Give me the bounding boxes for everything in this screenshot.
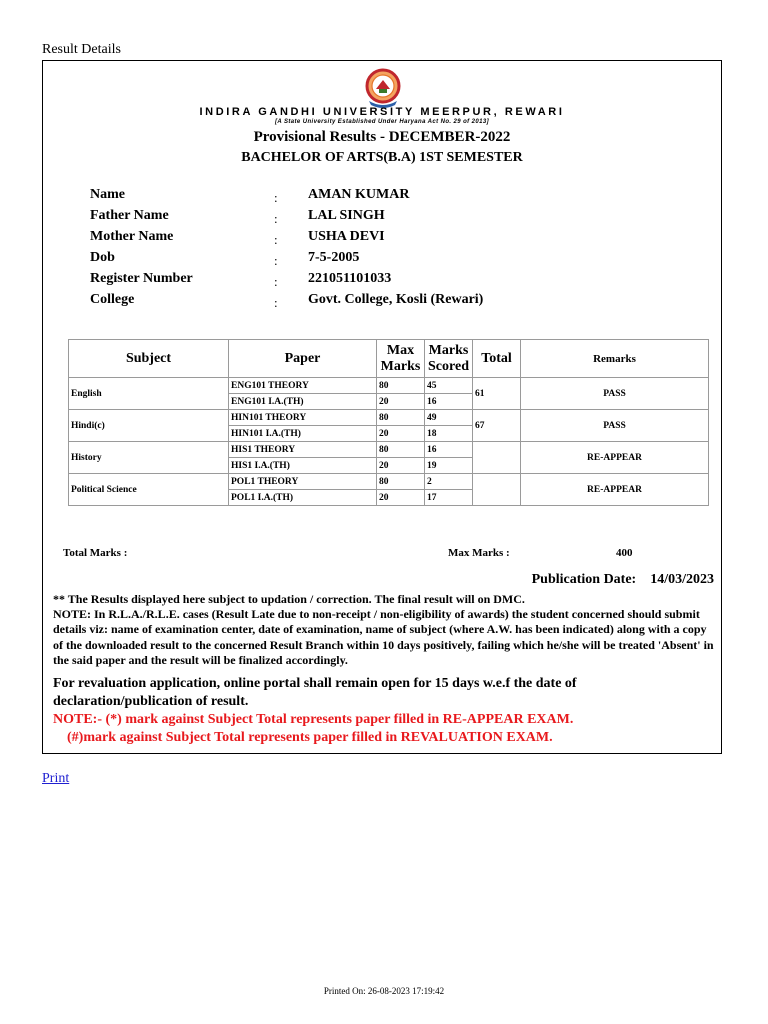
max-marks-label: Max Marks : <box>448 547 510 559</box>
info-value: AMAN KUMAR <box>308 187 410 202</box>
info-label: Mother Name <box>90 229 174 244</box>
paper-cell: ENG101 THEORY <box>229 378 377 394</box>
info-colon: : <box>274 232 278 247</box>
revaluation-mark-note: (#)mark against Subject Total represents paper filled in REVALUATION EXAM. <box>67 730 553 745</box>
header-marks-scored: Marks Scored <box>425 340 473 378</box>
info-colon: : <box>274 274 278 289</box>
note-updation: ** The Results displayed here subject to updation / correction. The final result will on DMC. <box>53 592 525 606</box>
university-name: INDIRA GANDHI UNIVERSITY MEERPUR, REWARI <box>199 106 565 118</box>
remarks-cell: PASS <box>521 410 709 442</box>
total-marks-label: Total Marks : <box>63 547 128 559</box>
university-logo-icon <box>364 67 402 109</box>
marks-scored-cell: 16 <box>425 394 473 410</box>
result-card <box>42 60 722 754</box>
info-value: 7-5-2005 <box>308 250 360 265</box>
paper-cell: HIS1 THEORY <box>229 442 377 458</box>
total-cell <box>473 442 521 474</box>
table-row <box>69 410 709 426</box>
table-header-row <box>69 340 709 378</box>
max-marks-cell: 80 <box>377 378 425 394</box>
print-link[interactable]: Print <box>42 771 70 786</box>
publication-date-label: Publication Date: <box>531 572 637 587</box>
max-marks-cell: 20 <box>377 394 425 410</box>
paper-cell: POL1 I.A.(TH) <box>229 490 377 506</box>
info-colon: : <box>274 253 278 268</box>
total-cell <box>473 474 521 506</box>
max-marks-cell: 20 <box>377 426 425 442</box>
university-subtitle: [A State University Established Under Haryana Act No. 29 of 2013] <box>275 119 489 125</box>
info-colon: : <box>274 295 278 310</box>
info-value: USHA DEVI <box>308 229 385 244</box>
table-row <box>69 442 709 458</box>
info-colon: : <box>274 211 278 226</box>
reappear-note: NOTE:- (*) mark against Subject Total represents paper filled in RE-APPEAR EXAM. <box>53 712 574 727</box>
table-row <box>69 378 709 394</box>
max-marks-cell: 80 <box>377 410 425 426</box>
remarks-cell: RE-APPEAR <box>521 474 709 506</box>
marks-table <box>68 339 709 506</box>
info-label: Dob <box>90 250 115 265</box>
publication-date <box>532 572 714 588</box>
max-marks-cell: 20 <box>377 490 425 506</box>
printed-on-timestamp: Printed On: 26-08-2023 17:19:42 <box>323 986 445 996</box>
subject-cell: English <box>69 378 229 410</box>
total-cell: 61 <box>473 378 521 410</box>
info-label: Name <box>90 187 125 202</box>
paper-cell: HIN101 I.A.(TH) <box>229 426 377 442</box>
course-heading: BACHELOR OF ARTS(B.A) 1ST SEMESTER <box>241 150 523 165</box>
subject-cell: Hindi(c) <box>69 410 229 442</box>
revaluation-note: For revaluation application, online portal shall remain open for 15 days w.e.f the date of declaration/publication of result. <box>53 676 577 709</box>
paper-cell: ENG101 I.A.(TH) <box>229 394 377 410</box>
marks-scored-cell: 19 <box>425 458 473 474</box>
header-max-marks: Max Marks <box>377 340 425 378</box>
note-rla-rle: NOTE: In R.L.A./R.L.E. cases (Result Late due to non-receipt / non-eligibility of awards) the student concerned should submit details viz: name of examination center, date of examination, name of subject (where A.W. has been indicated) along with a copy of the downloaded result to the concerned Result Branch within 10 days positively, failing which he/she will be treated 'Absent' in the said paper and the result will be finalized accordingly. <box>53 607 714 667</box>
header-total: Total <box>473 340 521 378</box>
header-subject: Subject <box>69 340 229 378</box>
max-marks-value: 400 <box>616 547 633 559</box>
info-value: 221051101033 <box>308 271 392 286</box>
table-row <box>69 474 709 490</box>
marks-scored-cell: 2 <box>425 474 473 490</box>
remarks-cell: RE-APPEAR <box>521 442 709 474</box>
subject-cell: History <box>69 442 229 474</box>
max-marks-cell: 80 <box>377 442 425 458</box>
subject-cell: Political Science <box>69 474 229 506</box>
info-value: LAL SINGH <box>308 208 385 223</box>
marks-scored-cell: 17 <box>425 490 473 506</box>
info-label: Father Name <box>90 208 169 223</box>
paper-cell: HIS1 I.A.(TH) <box>229 458 377 474</box>
header-paper: Paper <box>229 340 377 378</box>
paper-cell: POL1 THEORY <box>229 474 377 490</box>
results-heading: Provisional Results - DECEMBER-2022 <box>253 129 511 145</box>
marks-scored-cell: 16 <box>425 442 473 458</box>
remarks-cell: PASS <box>521 378 709 410</box>
page-header: Result Details <box>42 42 121 57</box>
notes-block <box>53 592 718 668</box>
marks-scored-cell: 18 <box>425 426 473 442</box>
max-marks-cell: 80 <box>377 474 425 490</box>
marks-scored-cell: 45 <box>425 378 473 394</box>
max-marks-cell: 20 <box>377 458 425 474</box>
info-label: Register Number <box>90 271 193 286</box>
total-cell: 67 <box>473 410 521 442</box>
publication-date-value: 14/03/2023 <box>650 572 714 587</box>
info-colon: : <box>274 190 278 205</box>
marks-scored-cell: 49 <box>425 410 473 426</box>
paper-cell: HIN101 THEORY <box>229 410 377 426</box>
header-remarks: Remarks <box>521 340 709 378</box>
info-label: College <box>90 292 135 307</box>
info-value: Govt. College, Kosli (Rewari) <box>308 292 484 307</box>
